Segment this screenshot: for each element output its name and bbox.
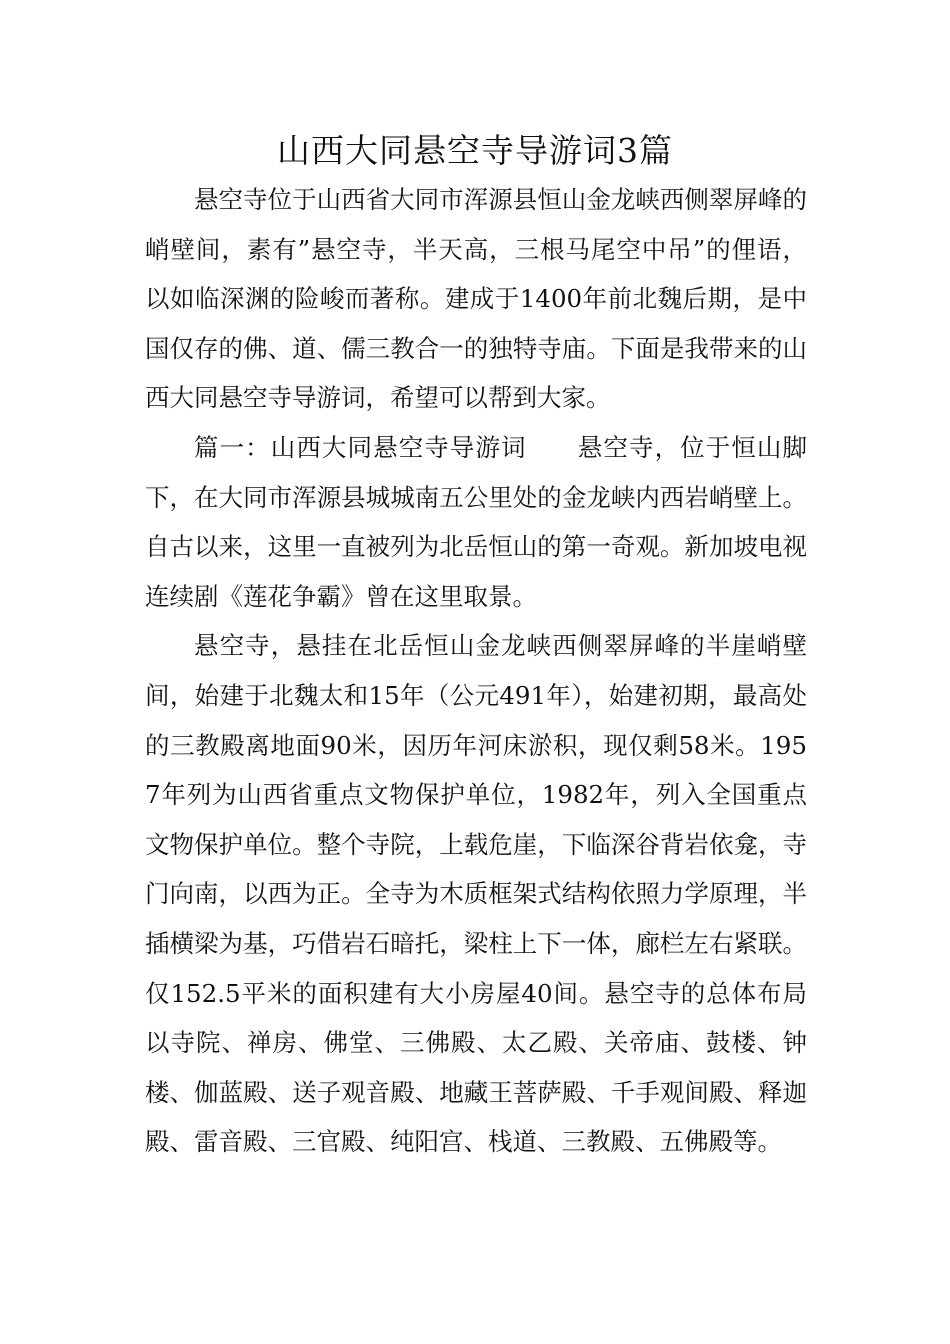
- paragraph-history: 悬空寺，悬挂在北岳恒山金龙峡西侧翠屏峰的半崖峭壁间，始建于北魏太和15年（公元491年），始建初期，最高处的三教殿离地面90米，因历年河床淤积，现仅剩58米。1957年列为山西省重点文物保护单位，1982年，列入全国重点文物保护单位。整个寺院，上载危崖，下临深谷背岩依龛，寺门向南，以西为正。全寺为木质框架式结构依照力学原理，半插横梁为基，巧借岩石暗托，梁柱上下一体，廊栏左右紧联。仅152.5平米的面积建有大小房屋40间。悬空寺的总体布局以寺院、禅房、佛堂、三佛殿、太乙殿、关帝庙、鼓楼、钟楼、伽蓝殿、送子观音殿、地藏王菩萨殿、千手观间殿、释迦殿、雷音殿、三官殿、纯阳宫、栈道、三教殿、五佛殿等。: [145, 631, 807, 1157]
- document-body: [145, 175, 807, 1167]
- document-title: 山西大同悬空寺导游词3篇: [277, 131, 673, 170]
- paragraph-intro: 悬空寺位于山西省大同市浑源县恒山金龙峡西侧翠屏峰的峭壁间，素有”悬空寺，半天高，三根马尾空中吊”的俚语，以如临深渊的险峻而著称。建成于1400年前北魏后期，是中国仅存的佛、道、儒三教合一的独特寺庙。下面是我带来的山西大同悬空寺导游词，希望可以帮到大家。: [145, 185, 807, 413]
- paragraph-part-one: 篇一：山西大同悬空寺导游词 悬空寺，位于恒山脚下，在大同市浑源县城城南五公里处的金龙峡内西岩峭壁上。自古以来，这里一直被列为北岳恒山的第一奇观。新加坡电视连续剧《莲花争霸》曾在这里取景。: [145, 432, 807, 611]
